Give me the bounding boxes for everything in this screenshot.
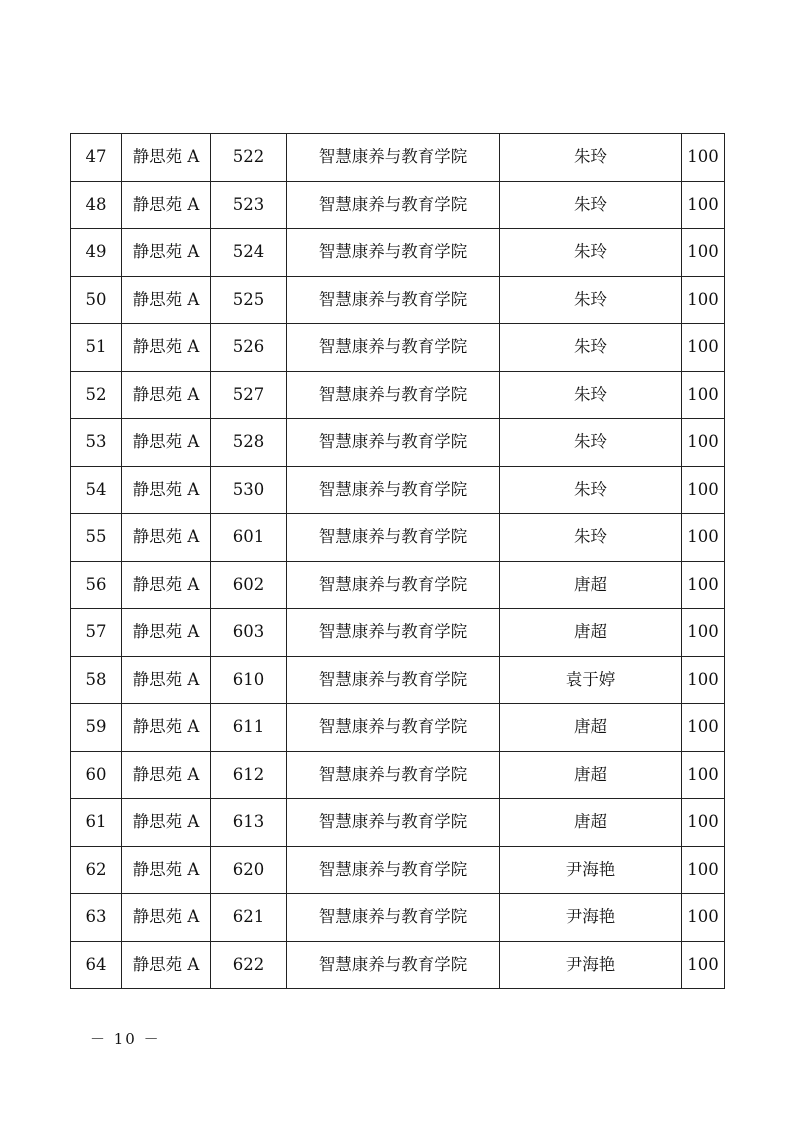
room-number-cell: 612 [211, 751, 287, 799]
room-number-cell: 611 [211, 704, 287, 752]
row-number-cell: 63 [71, 894, 122, 942]
score-cell: 100 [682, 799, 725, 847]
score-cell: 100 [682, 704, 725, 752]
building-cell: 静思苑 A [122, 276, 211, 324]
person-in-charge-cell: 尹海艳 [500, 894, 682, 942]
person-in-charge-cell: 唐超 [500, 751, 682, 799]
row-number-cell: 49 [71, 229, 122, 277]
building-cell: 静思苑 A [122, 751, 211, 799]
row-number-cell: 55 [71, 514, 122, 562]
person-in-charge-cell: 袁于婷 [500, 656, 682, 704]
person-in-charge-cell: 朱玲 [500, 276, 682, 324]
table-row [71, 419, 725, 467]
room-number-cell: 621 [211, 894, 287, 942]
row-number-cell: 51 [71, 324, 122, 372]
college-cell: 智慧康养与教育学院 [287, 894, 500, 942]
college-cell: 智慧康养与教育学院 [287, 181, 500, 229]
row-number-cell: 57 [71, 609, 122, 657]
building-cell: 静思苑 A [122, 609, 211, 657]
score-cell: 100 [682, 466, 725, 514]
table-row [71, 181, 725, 229]
score-cell: 100 [682, 229, 725, 277]
table-row [71, 941, 725, 989]
college-cell: 智慧康养与教育学院 [287, 799, 500, 847]
room-number-cell: 522 [211, 134, 287, 182]
room-number-cell: 613 [211, 799, 287, 847]
building-cell: 静思苑 A [122, 466, 211, 514]
score-cell: 100 [682, 561, 725, 609]
person-in-charge-cell: 朱玲 [500, 324, 682, 372]
score-cell: 100 [682, 134, 725, 182]
room-number-cell: 526 [211, 324, 287, 372]
college-cell: 智慧康养与教育学院 [287, 229, 500, 277]
table-row [71, 276, 725, 324]
row-number-cell: 53 [71, 419, 122, 467]
college-cell: 智慧康养与教育学院 [287, 609, 500, 657]
score-cell: 100 [682, 181, 725, 229]
person-in-charge-cell: 唐超 [500, 609, 682, 657]
table-row [71, 514, 725, 562]
score-cell: 100 [682, 609, 725, 657]
building-cell: 静思苑 A [122, 419, 211, 467]
college-cell: 智慧康养与教育学院 [287, 561, 500, 609]
table-row [71, 894, 725, 942]
score-cell: 100 [682, 514, 725, 562]
table-row [71, 751, 725, 799]
person-in-charge-cell: 朱玲 [500, 419, 682, 467]
person-in-charge-cell: 唐超 [500, 799, 682, 847]
college-cell: 智慧康养与教育学院 [287, 751, 500, 799]
score-cell: 100 [682, 751, 725, 799]
room-number-cell: 601 [211, 514, 287, 562]
score-cell: 100 [682, 371, 725, 419]
room-number-cell: 603 [211, 609, 287, 657]
college-cell: 智慧康养与教育学院 [287, 371, 500, 419]
college-cell: 智慧康养与教育学院 [287, 466, 500, 514]
building-cell: 静思苑 A [122, 134, 211, 182]
row-number-cell: 52 [71, 371, 122, 419]
row-number-cell: 56 [71, 561, 122, 609]
building-cell: 静思苑 A [122, 894, 211, 942]
person-in-charge-cell: 朱玲 [500, 514, 682, 562]
college-cell: 智慧康养与教育学院 [287, 846, 500, 894]
college-cell: 智慧康养与教育学院 [287, 656, 500, 704]
score-cell: 100 [682, 276, 725, 324]
table-row [71, 134, 725, 182]
row-number-cell: 58 [71, 656, 122, 704]
building-cell: 静思苑 A [122, 229, 211, 277]
room-number-cell: 610 [211, 656, 287, 704]
score-cell: 100 [682, 419, 725, 467]
table-row [71, 371, 725, 419]
table-row [71, 561, 725, 609]
score-cell: 100 [682, 846, 725, 894]
building-cell: 静思苑 A [122, 941, 211, 989]
college-cell: 智慧康养与教育学院 [287, 134, 500, 182]
room-number-cell: 525 [211, 276, 287, 324]
row-number-cell: 50 [71, 276, 122, 324]
college-cell: 智慧康养与教育学院 [287, 324, 500, 372]
room-number-cell: 527 [211, 371, 287, 419]
table-row [71, 704, 725, 752]
person-in-charge-cell: 朱玲 [500, 371, 682, 419]
building-cell: 静思苑 A [122, 324, 211, 372]
page-number: － 10 － [90, 1030, 161, 1048]
row-number-cell: 47 [71, 134, 122, 182]
table-row [71, 324, 725, 372]
person-in-charge-cell: 朱玲 [500, 134, 682, 182]
room-number-cell: 622 [211, 941, 287, 989]
person-in-charge-cell: 朱玲 [500, 181, 682, 229]
building-cell: 静思苑 A [122, 181, 211, 229]
row-number-cell: 48 [71, 181, 122, 229]
table-row [71, 656, 725, 704]
score-cell: 100 [682, 656, 725, 704]
college-cell: 智慧康养与教育学院 [287, 419, 500, 467]
score-cell: 100 [682, 324, 725, 372]
table-row [71, 229, 725, 277]
person-in-charge-cell: 唐超 [500, 561, 682, 609]
person-in-charge-cell: 朱玲 [500, 466, 682, 514]
building-cell: 静思苑 A [122, 704, 211, 752]
college-cell: 智慧康养与教育学院 [287, 514, 500, 562]
table-row [71, 466, 725, 514]
room-number-cell: 620 [211, 846, 287, 894]
row-number-cell: 61 [71, 799, 122, 847]
table-row [71, 609, 725, 657]
room-number-cell: 523 [211, 181, 287, 229]
row-number-cell: 59 [71, 704, 122, 752]
row-number-cell: 54 [71, 466, 122, 514]
building-cell: 静思苑 A [122, 846, 211, 894]
building-cell: 静思苑 A [122, 561, 211, 609]
room-number-cell: 530 [211, 466, 287, 514]
row-number-cell: 64 [71, 941, 122, 989]
college-cell: 智慧康养与教育学院 [287, 704, 500, 752]
building-cell: 静思苑 A [122, 799, 211, 847]
table-row [71, 799, 725, 847]
room-number-cell: 524 [211, 229, 287, 277]
dormitory-score-table [70, 133, 725, 989]
person-in-charge-cell: 尹海艳 [500, 846, 682, 894]
score-cell: 100 [682, 941, 725, 989]
building-cell: 静思苑 A [122, 371, 211, 419]
room-number-cell: 528 [211, 419, 287, 467]
score-cell: 100 [682, 894, 725, 942]
person-in-charge-cell: 朱玲 [500, 229, 682, 277]
person-in-charge-cell: 尹海艳 [500, 941, 682, 989]
building-cell: 静思苑 A [122, 514, 211, 562]
person-in-charge-cell: 唐超 [500, 704, 682, 752]
table-body [71, 134, 725, 989]
row-number-cell: 62 [71, 846, 122, 894]
college-cell: 智慧康养与教育学院 [287, 276, 500, 324]
college-cell: 智慧康养与教育学院 [287, 941, 500, 989]
table-row [71, 846, 725, 894]
building-cell: 静思苑 A [122, 656, 211, 704]
row-number-cell: 60 [71, 751, 122, 799]
room-number-cell: 602 [211, 561, 287, 609]
